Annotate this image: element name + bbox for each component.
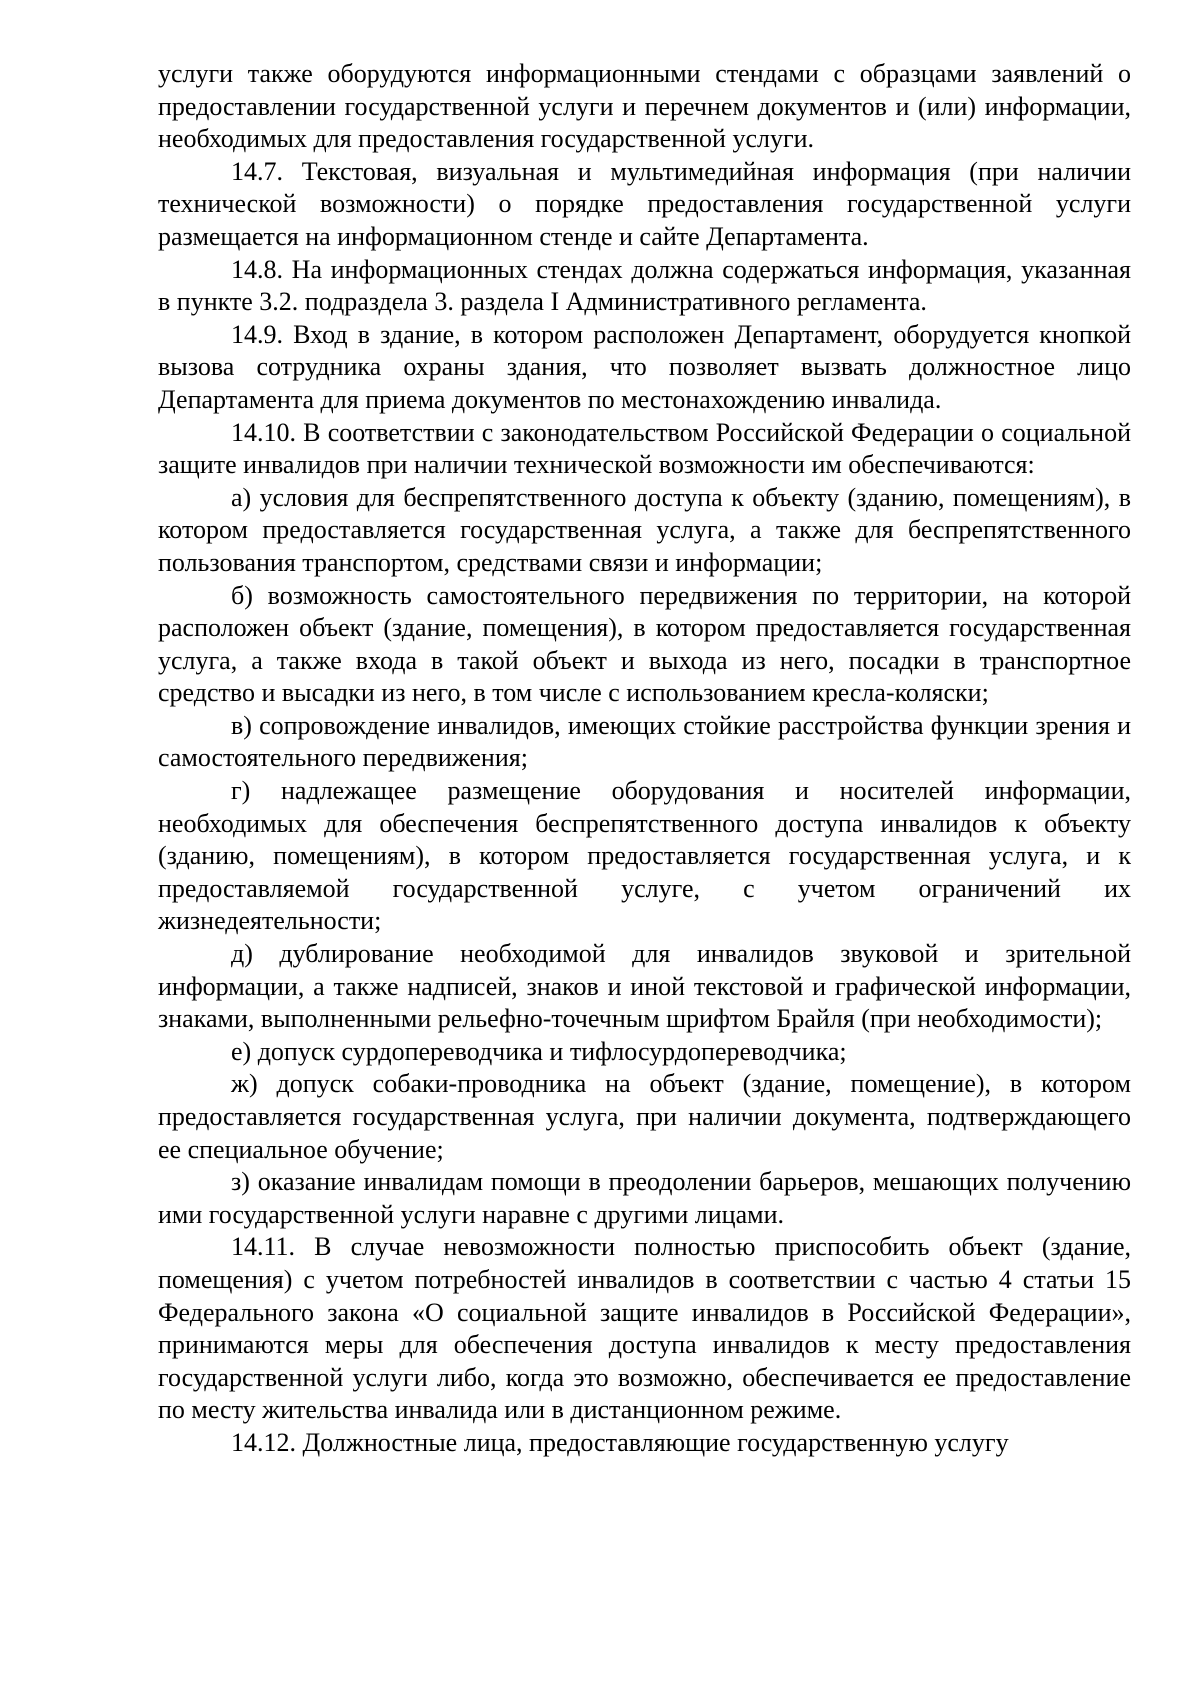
list-item-z: з) оказание инвалидам помощи в преодолении барьеров, мешающих получению ими государственной услуги наравне с другими лицами. (158, 1167, 1131, 1229)
list-item-a: а) условия для беспрепятственного доступа к объекту (зданию, помещениям), в котором предоставляется государственная услуга, а также для беспрепятственного пользования транспортом, средствами связи и информации; (158, 482, 1131, 577)
paragraph-14-10: 14.10. В соответствии с законодательством Российской Федерации о социальной защите инвалидов при наличии технической возможности им обеспечиваются: (158, 417, 1131, 480)
paragraph-14-7: 14.7. Текстовая, визуальная и мультимедийная информация (при наличии технической возможности) о порядке предоставления государственной услуги размещается на информационном стенде и сайте Департамента. (158, 156, 1131, 251)
paragraph-14-12: 14.12. Должностные лица, предоставляющие государственную услугу (231, 1427, 1009, 1457)
list-item-zh: ж) допуск собаки-проводника на объект (здание, помещение), в котором предоставляется государственная услуга, при наличии документа, подтверждающего ее специальное обучение; (158, 1069, 1131, 1164)
list-item-e: е) допуск сурдопереводчика и тифлосурдопереводчика; (231, 1036, 847, 1066)
list-item-d: д) дублирование необходимой для инвалидов звуковой и зрительной информации, а также надписей, знаков и иной текстовой и графической информации, знаками, выполненными рельефно-точечным шрифтом Брайля (при необходимости); (158, 939, 1131, 1034)
list-item-g: г) надлежащее размещение оборудования и носителей информации, необходимых для обеспечения беспрепятственного доступа инвалидов к объекту (зданию, помещениям), в котором предоставляется государственная услуга, и к предоставляемой государственной услуге, с учетом ограничений их жизнедеятельности; (158, 776, 1131, 936)
paragraph-continuation: услуги также оборудуются информационными стендами с образцами заявлений о предоставлении государственной услуги и перечнем документов и (или) информации, необходимых для предоставления государственной услуги. (158, 59, 1131, 154)
paragraph-14-8: 14.8. На информационных стендах должна содержаться информация, указанная в пункте 3.2. подраздела 3. раздела I Административного регламента. (158, 254, 1131, 317)
document-body (158, 58, 1131, 1460)
paragraph-14-11: 14.11. В случае невозможности полностью приспособить объект (здание, помещения) с учетом потребностей инвалидов в соответствии с частью 4 статьи 15 Федерального закона «О социальной защите инвалидов в Российской Федерации», принимаются меры для обеспечения доступа инвалидов к месту предоставления государственной услуги либо, когда это возможно, обеспечивается ее предоставление по месту жительства инвалида или в дистанционном режиме. (158, 1232, 1131, 1425)
list-item-b: б) возможность самостоятельного передвижения по территории, на которой расположен объект (здание, помещения), в котором предоставляется государственная услуга, а также входа в такой объект и выхода из него, посадки в транспортное средство и высадки из него, в том числе с использованием кресла-коляски; (158, 580, 1131, 708)
paragraph-14-9: 14.9. Вход в здание, в котором расположен Департамент, оборудуется кнопкой вызова сотрудника охраны здания, что позволяет вызвать должностное лицо Департамента для приема документов по местонахождению инвалида. (158, 319, 1131, 414)
list-item-v: в) сопровождение инвалидов, имеющих стойкие расстройства функции зрения и самостоятельного передвижения; (158, 710, 1131, 773)
